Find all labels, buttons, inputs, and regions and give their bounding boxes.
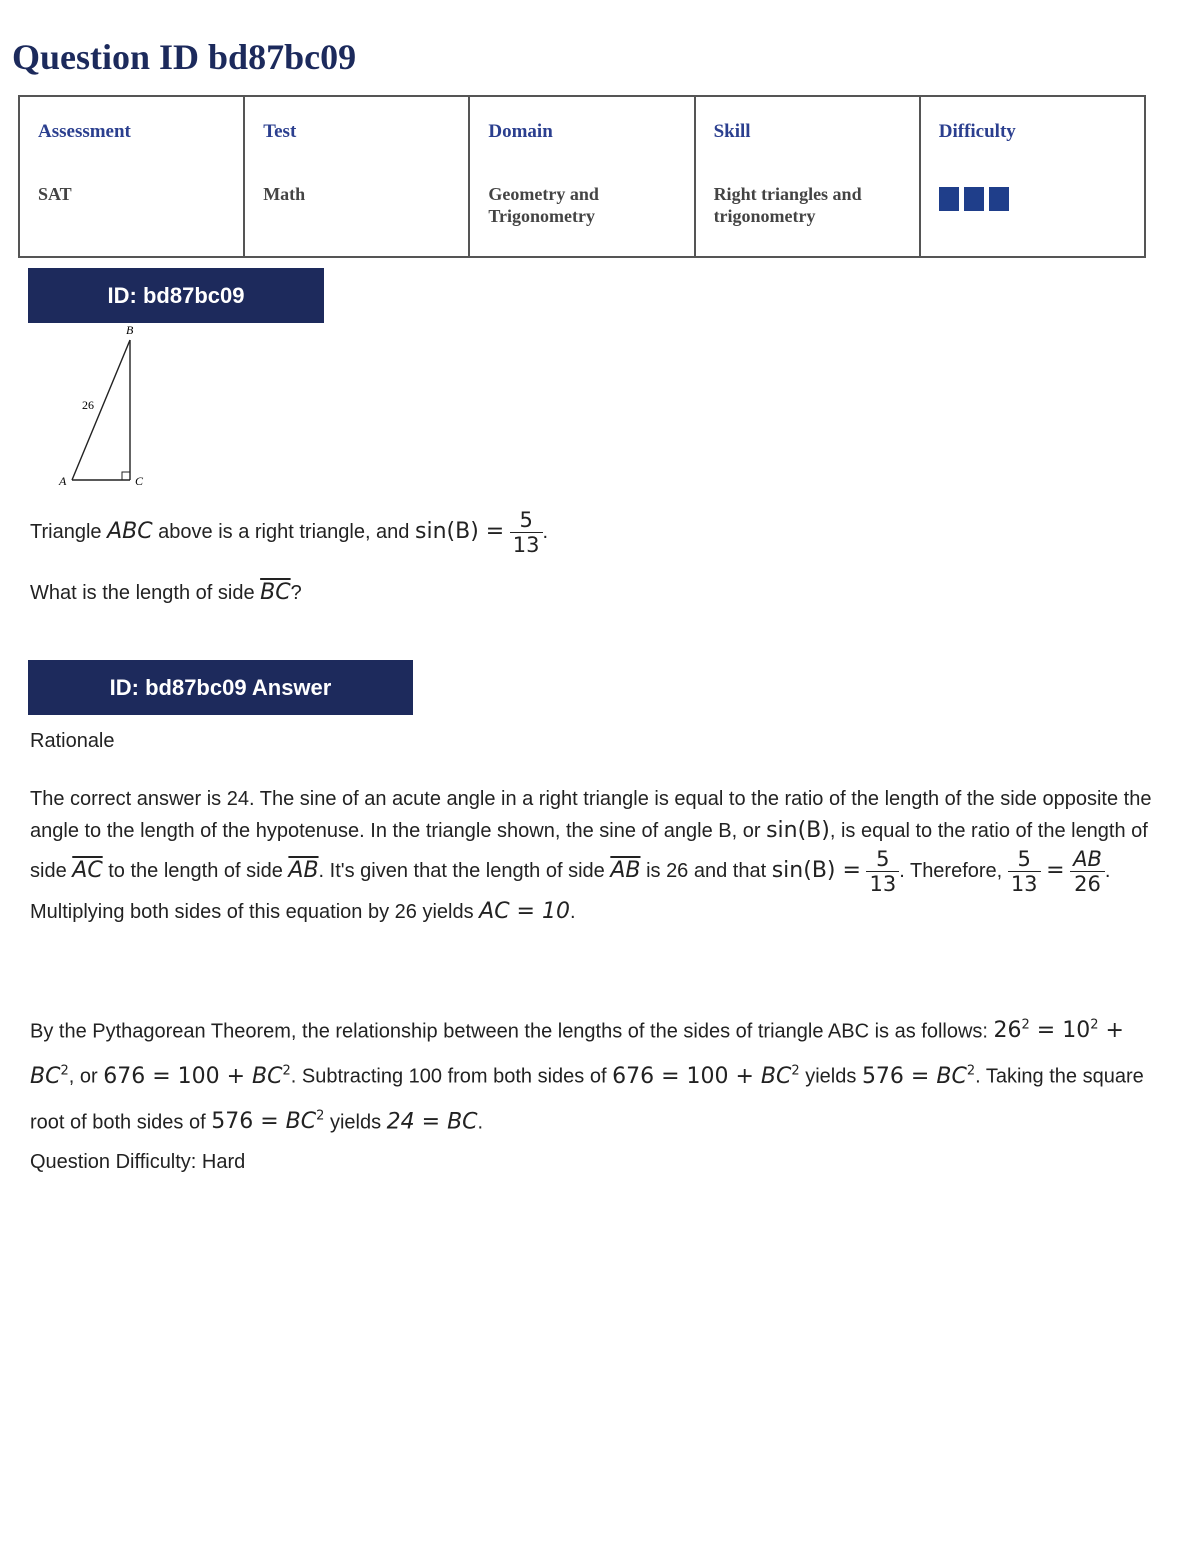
p1-text-a: The correct answer is 24. The sine of an acute angle in a right triangle is equal to the ratio of the length of the side opposite the angle to the length of the hypotenuse. In the triangle shown, the sine of angle B, or [30,788,1152,842]
side-ab-length: 26 [82,398,94,412]
p1-text-h: . [569,901,576,924]
metadata-table [18,95,1146,258]
test-cell [244,96,469,257]
stem-text-2: above is a right triangle, and [158,520,410,543]
prompt-text: What is the length of side [30,582,255,604]
domain-cell [469,96,694,257]
stem-sin-b: sin(B) = [415,518,505,544]
skill-value: Right triangles and trigonometry [713,184,862,226]
stem-text-1: Triangle [30,520,102,543]
p1-text-b: , is equal to the ratio of the length of side [30,820,1148,882]
p1-side-ab-2: $\overline{AB}$ [610,857,641,883]
difficulty-label: Difficulty [938,121,1016,142]
question-difficulty: Question Difficulty: Hard [30,1151,246,1173]
eq-num-left: 5 [1008,847,1041,872]
page-title: Question ID bd87bc09 [12,37,357,77]
p2-yields-2: yields [329,1110,382,1133]
p2-or: , or [68,1065,98,1088]
assessment-value: SAT [38,184,72,204]
assessment-label: Assessment [38,121,131,142]
skill-label: Skill [713,121,751,142]
prompt-side-bc: $\overline{BC}$ [260,580,291,605]
rationale-paragraph-2 [30,1006,1160,1142]
question-stem [30,508,548,557]
stem-triangle-abc: ABC [107,518,153,544]
p2-eq-1: $26^2 = 10^2 + BC^2$ [30,1018,1124,1089]
assessment-cell [19,96,244,257]
p1-text-c: to the length of side [108,859,283,882]
stem-frac-den: 13 [512,533,540,558]
p2-period: . [477,1110,484,1133]
rationale-paragraph-1 [30,784,1160,928]
eq-den-right: 26 [1074,872,1101,897]
p2-result: 24 = BC [386,1108,478,1134]
p1-fraction [866,847,899,896]
right-angle-mark [122,472,130,480]
difficulty-bar [939,187,959,211]
eq-fraction-left [1008,847,1041,896]
p2-eq-4: $576 = BC^2$ [861,1063,976,1089]
p2-subtracting: . Subtracting 100 from both sides of [290,1065,607,1088]
vertex-b-label: B [126,323,134,337]
stem-fraction [510,508,543,557]
p2-taking: . Taking the square root of both sides of [30,1065,1144,1133]
eq-num-right: AB [1070,847,1105,872]
difficulty-bar [989,187,1009,211]
eq-den-left: 13 [1010,872,1038,897]
p1-text-e: is 26 and that [646,859,767,882]
p1-text-g: . Multiplying both sides of this equation by 26 yields [30,859,1111,924]
difficulty-cell [920,96,1145,257]
difficulty-bar [964,187,984,211]
p2-eq-2: $676 = 100 + BC^2$ [103,1063,291,1089]
p2-yields: yields [805,1065,857,1088]
p1-result: AC = 10 [479,899,570,925]
p1-sin-b: sin(B) [766,818,830,843]
triangle-figure [50,322,160,492]
question-banner: ID: bd87bc09 [28,268,324,323]
question-prompt [30,580,302,605]
p1-side-ab: $\overline{AB}$ [288,857,319,883]
skill-cell [695,96,920,257]
domain-label: Domain [488,121,553,142]
rationale-heading: Rationale [30,730,115,752]
vertex-a-label: A [59,474,67,488]
test-value: Math [263,184,306,204]
stem-frac-num: 5 [510,508,543,533]
prompt-end: ? [290,582,302,604]
p2-eq-5: $576 = BC^2$ [211,1108,325,1134]
p1-frac-num: 5 [866,847,899,872]
p2-eq-3: $676 = 100 + BC^2$ [612,1063,800,1089]
side-ab-line [72,340,130,480]
p1-sin-b-2: sin(B) = [771,857,861,883]
stem-period: . [542,520,549,543]
p1-text-d: . It's given that the length of side [318,859,605,882]
domain-value: Geometry and Trigonometry [488,184,599,226]
test-label: Test [263,121,297,142]
eq-equals: = [1046,857,1065,883]
p1-side-ac: $\overline{AC}$ [72,857,103,883]
vertex-c-label: C [135,474,144,488]
p2-text-a: By the Pythagorean Theorem, the relationship between the lengths of the sides of triangle ABC is as follows: [30,1020,988,1043]
p1-frac-den: 13 [869,872,897,897]
difficulty-bars [939,187,1126,211]
answer-banner: ID: bd87bc09 Answer [28,660,413,715]
eq-fraction-right [1070,847,1105,896]
p1-text-f: . Therefore, [899,859,1003,882]
